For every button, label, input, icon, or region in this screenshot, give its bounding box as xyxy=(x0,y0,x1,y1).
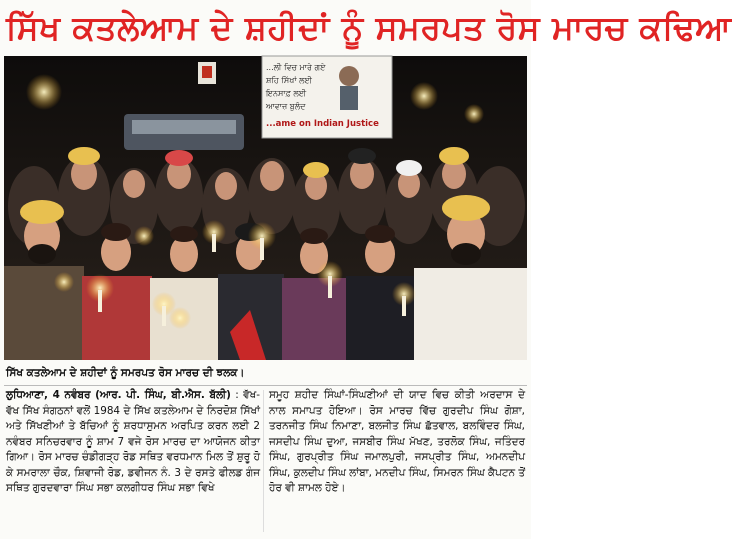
banner-line-1: ...ਲੀ ਵਿਚ ਮਾਰੇ ਗਏ xyxy=(266,63,326,72)
dateline: ਲੁਧਿਆਣਾ, 4 ਨਵੰਬਰ (ਆਰ. ਪੀ. ਸਿੰਘ, ਬੀ.ਐਸ. ਬੱਲੀ) xyxy=(6,389,231,401)
banner-line-5: ...ame on Indian Justice xyxy=(266,119,379,129)
banner-line-2: ਸ਼ਹਿ ਸਿੱਖਾਂ ਲਈ xyxy=(266,76,312,85)
protest-photo xyxy=(4,56,527,360)
article-column-left xyxy=(6,388,260,534)
protest-banner xyxy=(262,56,392,138)
banner-line-4: ਆਵਾਜ਼ ਬੁਲੰਦ xyxy=(266,102,306,111)
column-gutter xyxy=(263,390,264,532)
banner-line-3: ਇਨਸਾਫ਼ ਲਈ xyxy=(266,89,307,98)
photo-caption: ਸਿੱਖ ਕਤਲੇਆਮ ਦੇ ਸ਼ਹੀਦਾਂ ਨੂੰ ਸਮਰਪਤ ਰੋਸ ਮਾਰਚ ਦੀ ਝਲਕ। xyxy=(6,367,245,379)
protest-photo-illustration xyxy=(4,56,527,360)
article-column-right xyxy=(269,388,525,534)
divider xyxy=(4,385,527,386)
article-body-right: ਸਮੂਹ ਸ਼ਹੀਦ ਸਿੰਘਾਂ-ਸਿੰਘਣੀਆਂ ਦੀ ਯਾਦ ਵਿਚ ਕੀਤੀ ਅਰਦਾਸ ਦੇ ਨਾਲ ਸਮਾਪਤ ਹੋਇਆ। ਰੋਸ ਮਾਰਚ ਵਿੱਚ ਗੁਰਦੀਪ ਸਿੰਘ ਗੋਸ਼ਾ, ਤਰਨਜੀਤ ਸਿੰਘ ਨਿਮਾਣਾ, ਬਲਜੀਤ ਸਿੰਘ ਛੱਤਵਾਲ, ਬਲਵਿੰਦਰ ਸਿੰਘ, ਜਸਦੀਪ ਸਿੰਘ ਦੁਆ, ਜਸਬੀਰ ਸਿੰਘ ਮੱਖਣ, ਤਰਲੋਕ ਸਿੰਘ, ਜਤਿੰਦਰ ਸਿੰਘ, ਗੁਰਪ੍ਰੀਤ ਸਿੰਘ ਜਮਾਲਪੁਰੀ, ਜਸਪ੍ਰੀਤ ਸਿੰਘ, ਅਮਨਦੀਪ ਸਿੰਘ, ਕੁਲਦੀਪ ਸਿੰਘ ਲਾਂਬਾ, ਮਨਦੀਪ ਸਿੰਘ, ਸਿਮਰਨ ਸਿੰਘ ਕੈਪਟਨ ਤੋਂ ਹੋਰ ਵੀ ਸ਼ਾਮਲ ਹੋਏ। xyxy=(269,389,525,494)
headline: ਸਿੱਖ ਕਤਲੇਆਮ ਦੇ ਸ਼ਹੀਦਾਂ ਨੂੰ ਸਮਰਪਤ ਰੋਸ ਮਾਰਚ ਕਢਿਆ xyxy=(6,8,732,47)
article-body-left: : ਵੱਖ-ਵੱਖ ਸਿੱਖ ਸੰਗਠਨਾਂ ਵਲੋਂ 1984 ਦੇ ਸਿੱਖ ਕਤਲੇਆਮ ਦੇ ਨਿਰਦੋਸ਼ ਸਿੱਖਾਂ ਅਤੇ ਸਿੱਖਣੀਆਂ ਤੇ ਬੱਚਿਆਂ ਨੂੰ ਸ਼ਰਧਾਸੁਮਨ ਅਰਪਿਤ ਕਰਨ ਲਈ 2 ਨਵੰਬਰ ਸਨਿਚਰਵਾਰ ਨੂੰ ਸ਼ਾਮ 7 ਵਜੇ ਰੋਸ ਮਾਰਚ ਦਾ ਆਯੋਜਨ ਕੀਤਾ ਗਿਆ। ਰੋਸ ਮਾਰਚ ਚੰਡੀਗੜ੍ਹ ਰੋਡ ਸਥਿਤ ਵਰਧਮਾਨ ਮਿਲ ਤੋਂ ਸ਼ੁਰੂ ਹੋ ਕੇ ਸਮਰਾਲਾ ਚੌਕ, ਸ਼ਿਵਾਜੀ ਰੋਡ, ਡਵੀਜਨ ਨੰ. 3 ਦੇ ਰਸਤੇ ਫੀਲਡ ਗੰਜ ਸਥਿਤ ਗੁਰਦਵਾਰਾ ਸਿੰਘ ਸਭਾ ਕਲਗੀਧਰ ਸਿੰਘ ਸਭਾ ਵਿਖੇ xyxy=(6,389,260,494)
